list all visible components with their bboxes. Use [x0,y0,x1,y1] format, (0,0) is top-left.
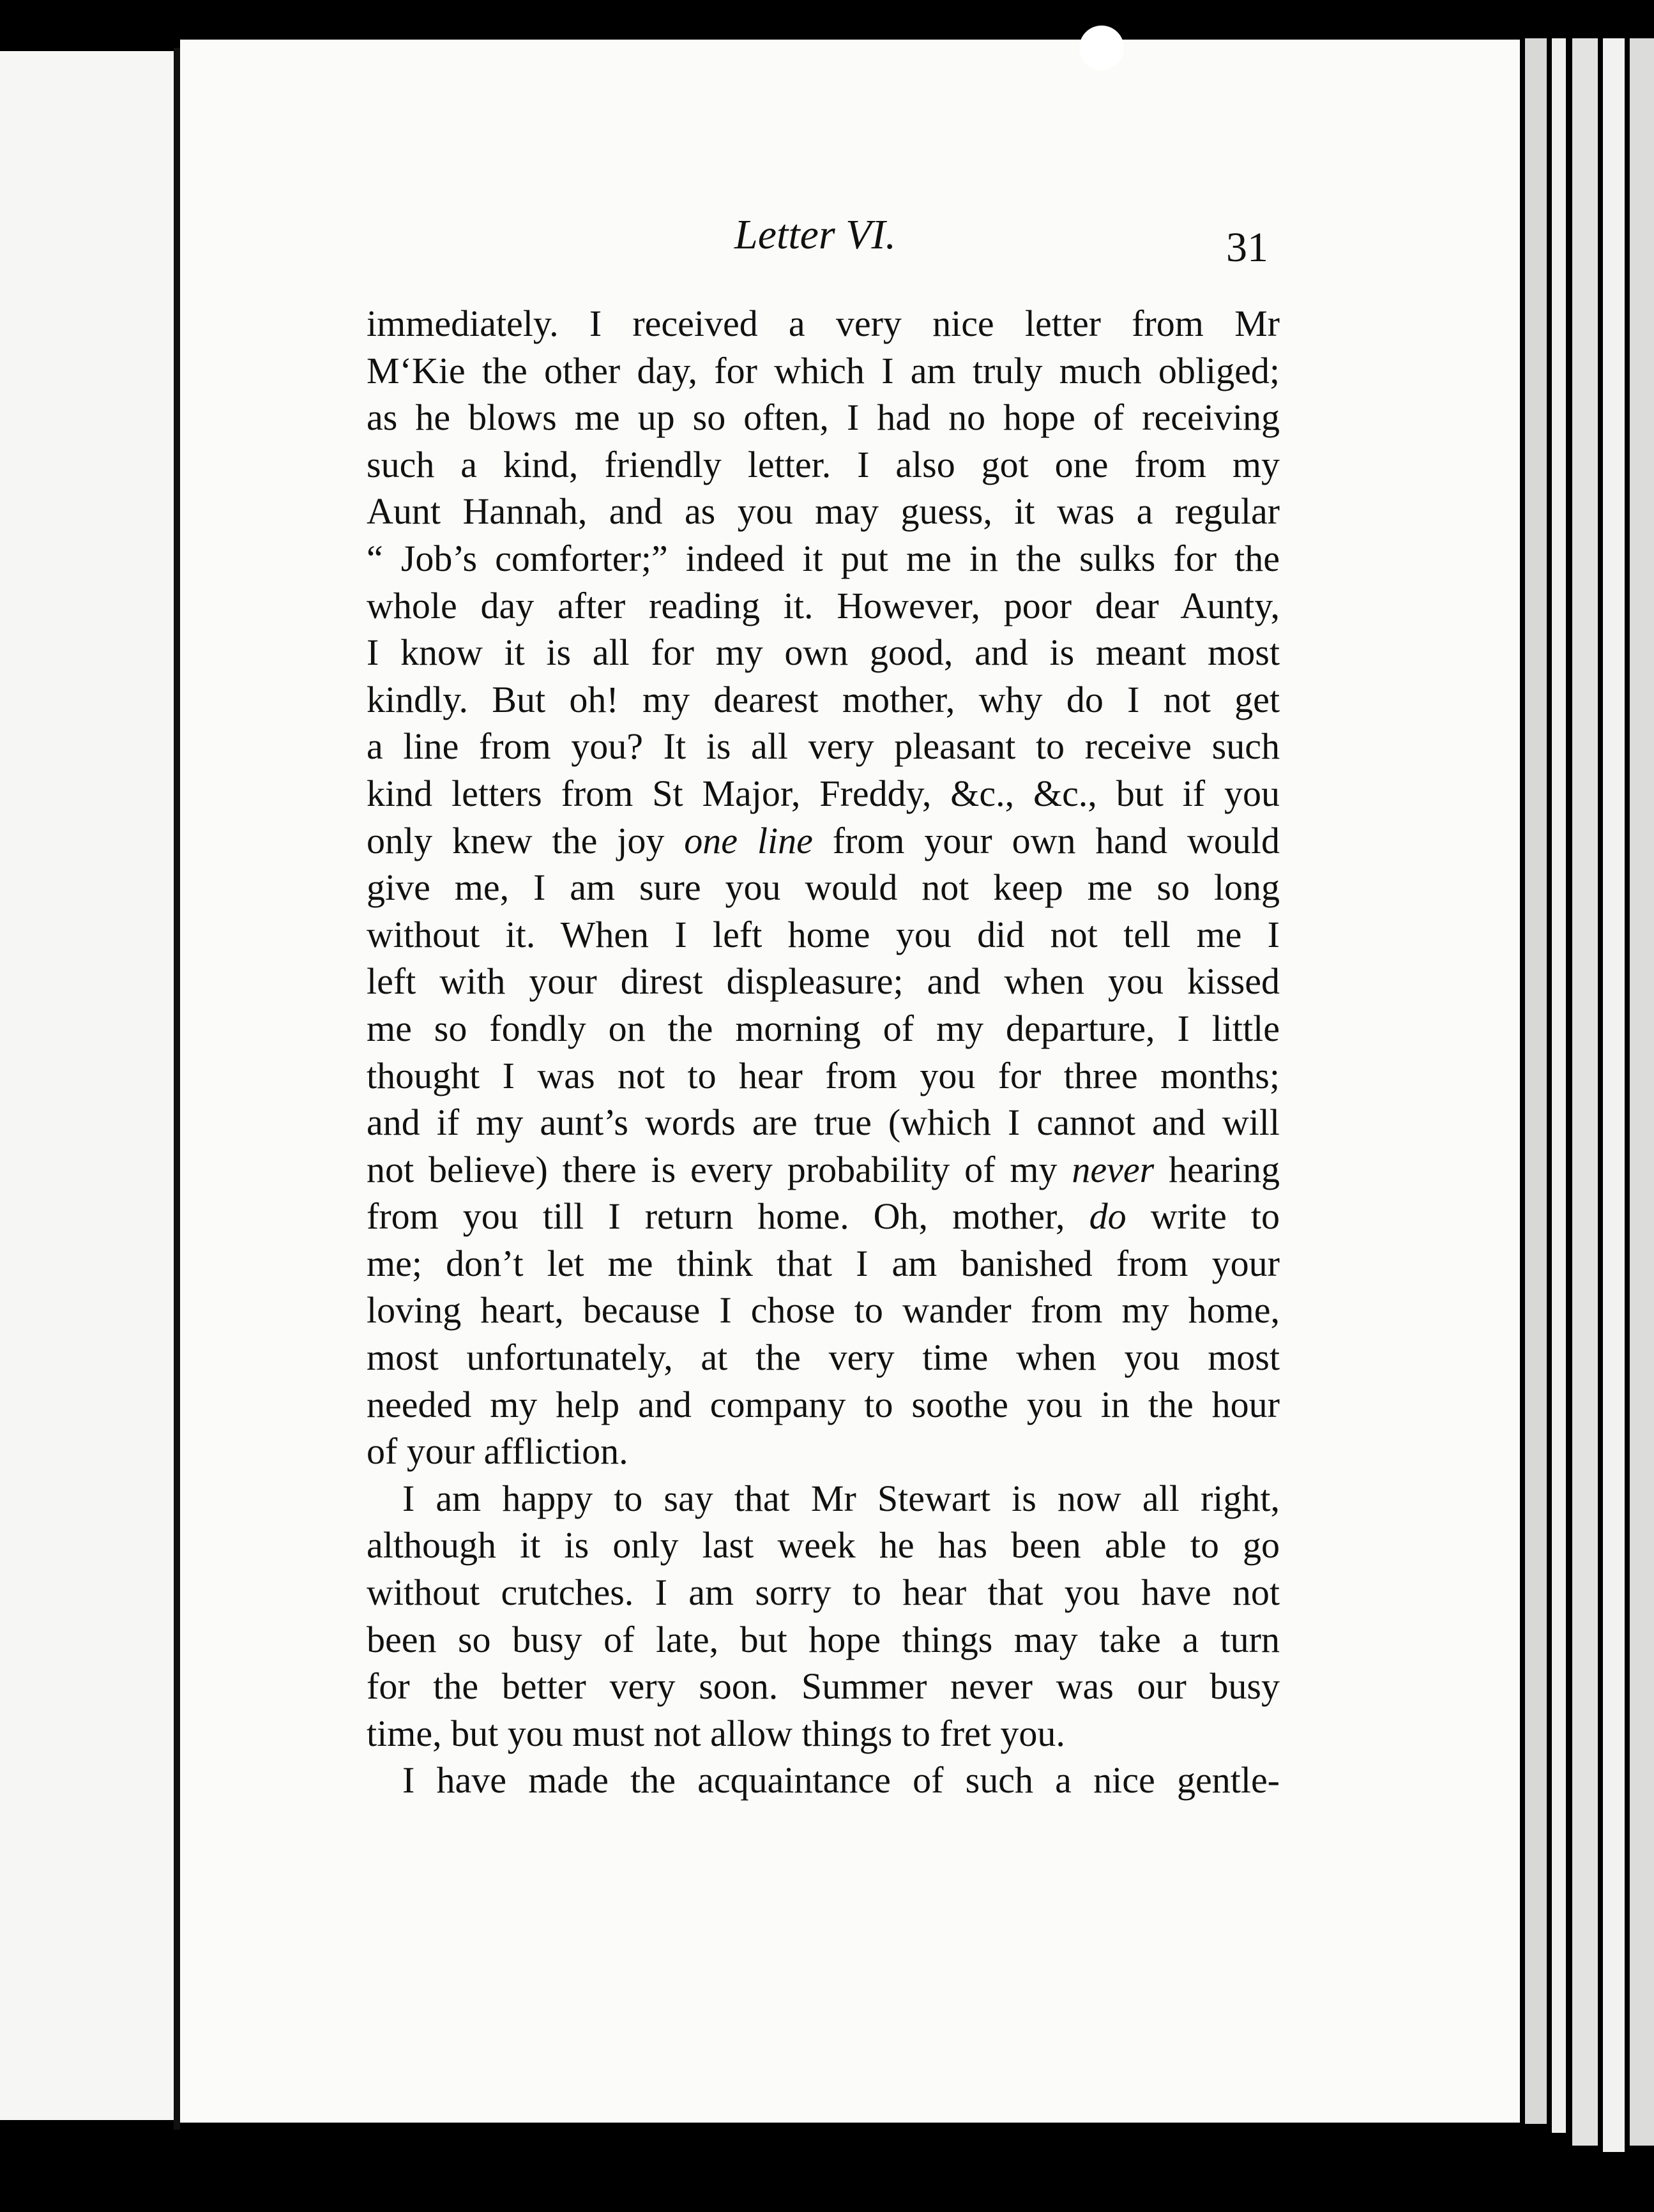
text-line [367,1193,1280,1240]
text-line: kindly. But oh! my dearest mother, why do I not get [367,678,1280,720]
text-line: loving heart, because I chose to wander from my home, [367,1289,1280,1331]
paper-damage-spot [1079,26,1124,70]
running-header: Letter VI. [734,211,896,258]
previous-page-edge [0,51,174,2120]
page-edge [1630,38,1654,2146]
text-line: most unfortunately, at the very time when you most [367,1337,1280,1379]
text-run: from your own hand would [812,819,1280,861]
page-number: 31 [1226,224,1268,271]
letter-body [367,300,1280,1804]
text-line: without crutches. I am sorry to hear that you have not [367,1572,1280,1614]
text-line: I know it is all for my own good, and is meant most [367,632,1280,674]
text-run: only knew the joy [367,819,685,861]
text-line: immediately. I received a very nice letter from Mr [367,303,1280,344]
text-line [367,1146,1280,1193]
text-line: without it. When I left home you did not tell me I [367,913,1280,955]
text-line: a line from you? It is all very pleasant to receive such [367,725,1280,768]
text-line: whole day after reading it. However, poor dear Aunty, [367,584,1280,626]
page-edge [1552,38,1566,2133]
text-line: as he blows me up so often, I had no hope of receiving [367,397,1280,439]
text-line: left with your direst displeasure; and when you kissed [367,960,1280,1003]
text-line: of your affliction. [367,1430,628,1473]
text-line [367,817,1280,865]
text-line: needed my help and company to soothe you in the hour [367,1383,1280,1425]
text-line: “ Job’s comforter;” indeed it put me in the sulks for the [367,537,1280,579]
italic-run: never [1072,1148,1155,1190]
text-line: been so busy of late, but hope things may take a turn [367,1618,1280,1660]
italic-run: do [1089,1195,1127,1238]
page-edge [1525,38,1547,2124]
text-run: from you till I return home. Oh, mother, [367,1195,1089,1238]
text-line: M‘Kie the other day, for which I am truly much obliged; [367,349,1280,391]
text-run: not believe) there is every probability of my [367,1148,1072,1190]
text-line: Aunt Hannah, and as you may guess, it was a regular [367,490,1280,533]
text-run: hearing [1154,1148,1280,1190]
text-line: I am happy to say that Mr Stewart is now all right, [402,1477,1280,1519]
text-run: write to [1126,1195,1280,1238]
page-edge [1603,38,1625,2152]
italic-run: one line [684,819,813,861]
text-line: me so fondly on the morning of my departure, I little [367,1007,1280,1049]
text-line: and if my aunt’s words are true (which I cannot and will [367,1102,1280,1144]
text-line: give me, I am sure you would not keep me so long [367,867,1280,909]
page-edge [1572,38,1598,2146]
text-line: thought I was not to hear from you for three months; [367,1054,1280,1096]
text-line: kind letters from St Major, Freddy, &c., &c., but if you [367,772,1280,814]
text-line: although it is only last week he has been able to go [367,1524,1280,1566]
text-line: me; don’t let me think that I am banished from your [367,1242,1280,1284]
text-line: for the better very soon. Summer never was our busy [367,1665,1280,1708]
text-line: I have made the acquaintance of such a nice gentle- [402,1759,1280,1801]
text-line: time, but you must not allow things to fret you. [367,1712,1065,1754]
text-line: such a kind, friendly letter. I also got one from my [367,443,1280,485]
book-gutter [174,48,180,2130]
